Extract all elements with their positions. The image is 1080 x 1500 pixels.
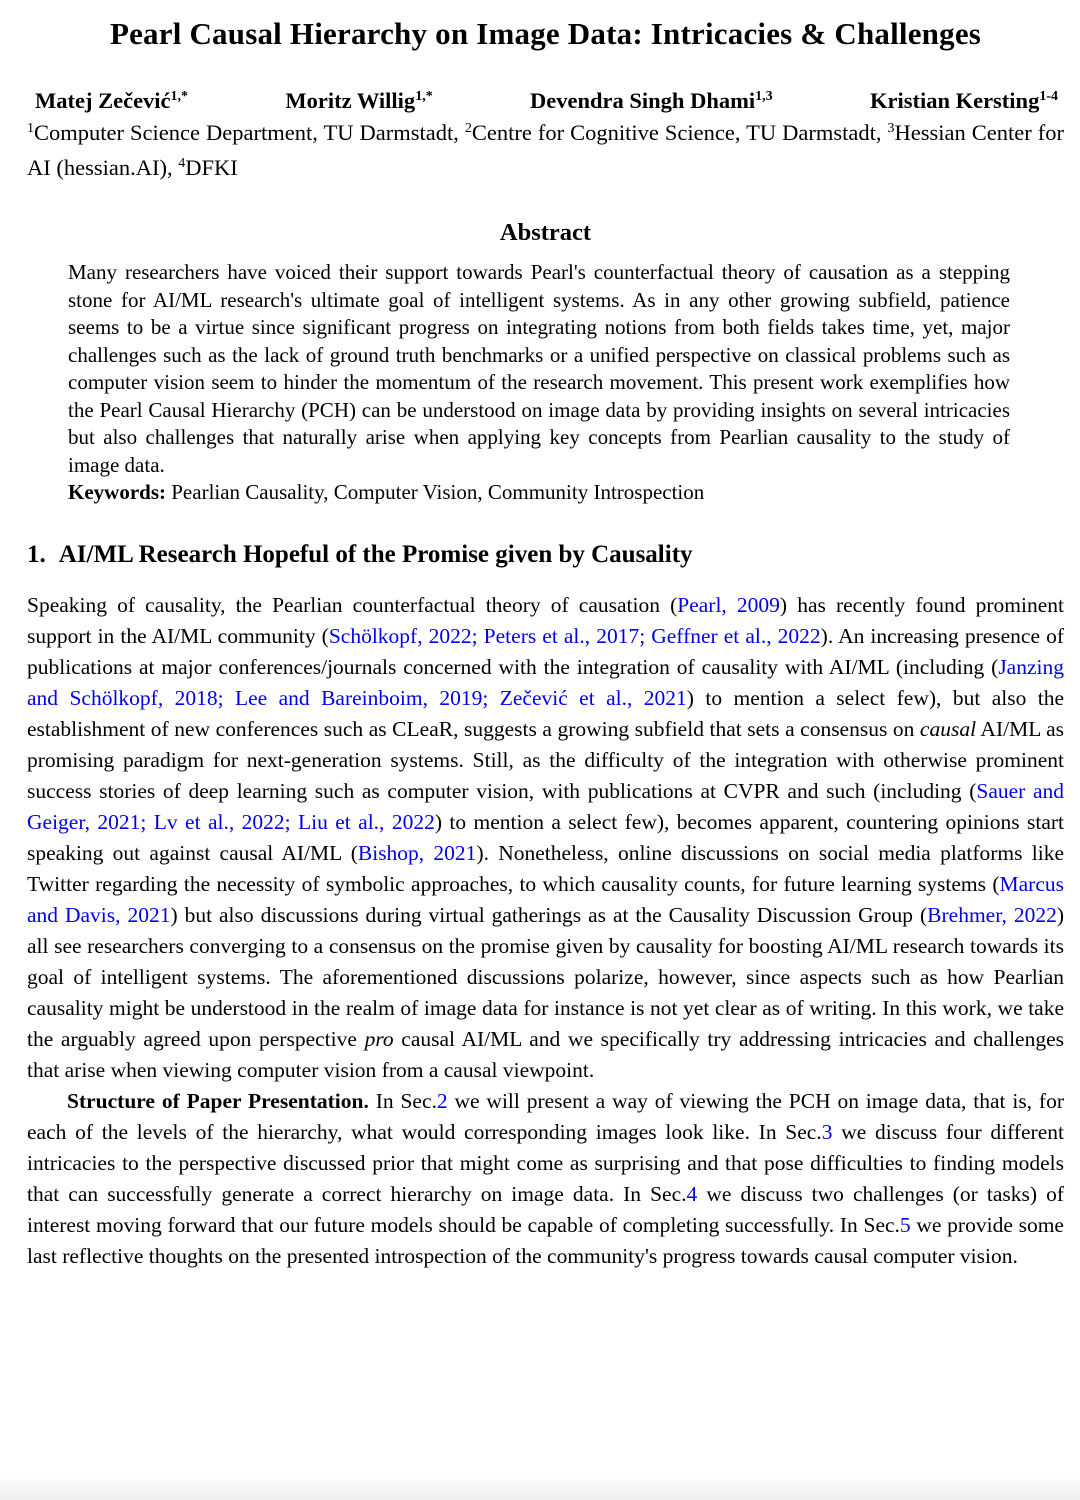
paper-title: Pearl Causal Hierarchy on Image Data: Intricacies & Challenges: [109, 16, 982, 51]
text-run: Keywords:: [68, 480, 166, 504]
author-2-affil-marker: 1,*: [415, 89, 433, 105]
author-3: [530, 88, 773, 114]
abstract-block: [68, 259, 1010, 507]
text-run: ) to mention a select few), becomes apparent, countering opinions start speaking out against causal AI/ML (: [27, 809, 1064, 865]
text-run: Computer Science Department, TU Darmstadt,: [34, 120, 465, 145]
text-run: Pearlian Causality, Computer Vision, Community Introspection: [166, 480, 705, 504]
text-run: we provide some last reflective thoughts on the presented introspection of the community's progress towards causal computer vision.: [27, 1212, 1064, 1268]
text-run: AI/ML as promising paradigm for next-generation systems. Still, as the difficulty of the integration with otherwise prominent success stories of deep learning such as computer vision, with publications at CVPR and such (including (: [27, 716, 1064, 803]
section-1-paragraph-1: [27, 590, 1064, 1086]
author-2-name: Moritz Willig: [285, 88, 416, 113]
text-run: we will present a way of viewing the PCH on image data, that is, for each of the levels of the hierarchy, what would corresponding images look like. In Sec.: [27, 1088, 1064, 1144]
text-run: causal: [919, 716, 977, 741]
citation-link[interactable]: 4: [686, 1181, 698, 1206]
author-list: [35, 88, 1058, 114]
text-run: In Sec.: [368, 1088, 437, 1113]
text-run: Structure of Paper Presentation.: [67, 1088, 369, 1113]
citation-link[interactable]: Marcus and Davis, 2021: [27, 871, 1064, 927]
citation-link[interactable]: Sauer and Geiger, 2021; Lv et al., 2022; Liu et al., 2022: [27, 778, 1065, 834]
citation-link[interactable]: Pearl, 2009: [677, 592, 780, 617]
author-3-affil-marker: 1,3: [755, 89, 773, 105]
section-1-paragraph-2: [27, 1086, 1064, 1272]
text-run: 1: [27, 121, 34, 137]
citation-link[interactable]: 5: [899, 1212, 911, 1237]
paper-content: [0, 16, 1080, 1272]
text-run: we discuss two challenges (or tasks) of interest moving forward that our future models should be capable of completing successfully. In Sec.: [27, 1181, 1064, 1237]
author-1: [35, 88, 188, 114]
text-run: ) but also discussions during virtual gatherings as at the Causality Discussion Group (: [170, 902, 928, 927]
citation-link[interactable]: Janzing and Schölkopf, 2018; Lee and Bareinboim, 2019; Zečević et al., 2021: [27, 654, 1064, 710]
text-run: we discuss four different intricacies to the perspective discussed prior that might come as surprising and that pose difficulties to finding models that can successfully generate a correct hierarchy on image data. In Sec.: [27, 1119, 1064, 1206]
author-4: [870, 88, 1058, 114]
author-3-name: Devendra Singh Dhami: [530, 88, 756, 113]
abstract-heading: Abstract: [499, 219, 592, 246]
text-run: 2: [464, 121, 472, 137]
author-1-name: Matej Zečević: [35, 88, 171, 113]
text-run: causal AI/ML and we specifically try addressing intricacies and challenges that arise when viewing computer vision from a causal viewpoint.: [27, 1026, 1064, 1082]
text-run: Speaking of causality, the Pearlian counterfactual theory of causation (: [27, 592, 678, 617]
abstract-text: Many researchers have voiced their support towards Pearl's counterfactual theory of causation as a stepping stone for AI/ML research's ultimate goal of intelligent systems. As in any other growing subfield, patience seems to be a virtue since significant progress on integrating notions from both fields takes time, yet, major challenges such as the lack of ground truth benchmarks or a unified perspective on classical problems such as computer vision seem to hinder the momentum of the research movement. This present work exemplifies how the Pearl Causal Hierarchy (PCH) can be understood on image data by providing insights on several intricacies but also challenges that naturally arise when applying key concepts from Pearlian causality to the study of image data.: [68, 260, 1010, 477]
text-run: 4: [178, 156, 186, 172]
section-1-title: AI/ML Research Hopeful of the Promise given by Causality: [58, 540, 693, 568]
text-run: ). An increasing presence of publications at major conferences/journals concerned with the integration of causality with AI/ML (including (: [27, 623, 1064, 679]
citation-link[interactable]: 3: [821, 1119, 833, 1144]
section-1-heading: [27, 541, 1064, 569]
text-run: ). Nonetheless, online discussions on social media platforms like Twitter regarding the necessity of symbolic approaches, to which causality counts, for future learning systems (: [27, 840, 1064, 896]
affiliations: [27, 117, 1064, 187]
text-run: pro: [364, 1026, 394, 1051]
citation-link[interactable]: Bishop, 2021: [357, 840, 477, 865]
author-4-affil-marker: 1-4: [1039, 89, 1058, 105]
citation-link[interactable]: Brehmer, 2022: [927, 902, 1057, 927]
section-1-number: 1.: [27, 540, 46, 568]
author-4-name: Kristian Kersting: [869, 88, 1040, 113]
author-2: [285, 88, 432, 114]
citation-link[interactable]: 2: [436, 1088, 448, 1113]
page-bottom-shade: [0, 1476, 1080, 1500]
text-run: ) all see researchers converging to a consensus on the promise given by causality for boosting AI/ML research towards its goal of intelligent systems. The aforementioned discussions polarize, however, since aspects such as how Pearlian causality might be understood in the realm of image data for instance is not yet clear as of writing. In this work, we take the arguably agreed upon perspective: [27, 902, 1065, 1051]
author-1-affil-marker: 1,*: [170, 89, 189, 105]
text-run: Hessian Center for AI (hessian.AI),: [27, 120, 1064, 180]
keywords-line: [68, 479, 1010, 507]
text-run: ) has recently found prominent support in the AI/ML community (: [27, 592, 1064, 648]
text-run: ) to mention a select few), but also the establishment of new conferences such as CLeaR, suggests a growing subfield that sets a consensus on: [27, 685, 1065, 741]
text-run: Centre for Cognitive Science, TU Darmstadt,: [471, 120, 888, 145]
text-run: DFKI: [185, 155, 238, 180]
text-run: 3: [887, 121, 895, 137]
citation-link[interactable]: Schölkopf, 2022; Peters et al., 2017; Geffner et al., 2022: [328, 623, 821, 648]
